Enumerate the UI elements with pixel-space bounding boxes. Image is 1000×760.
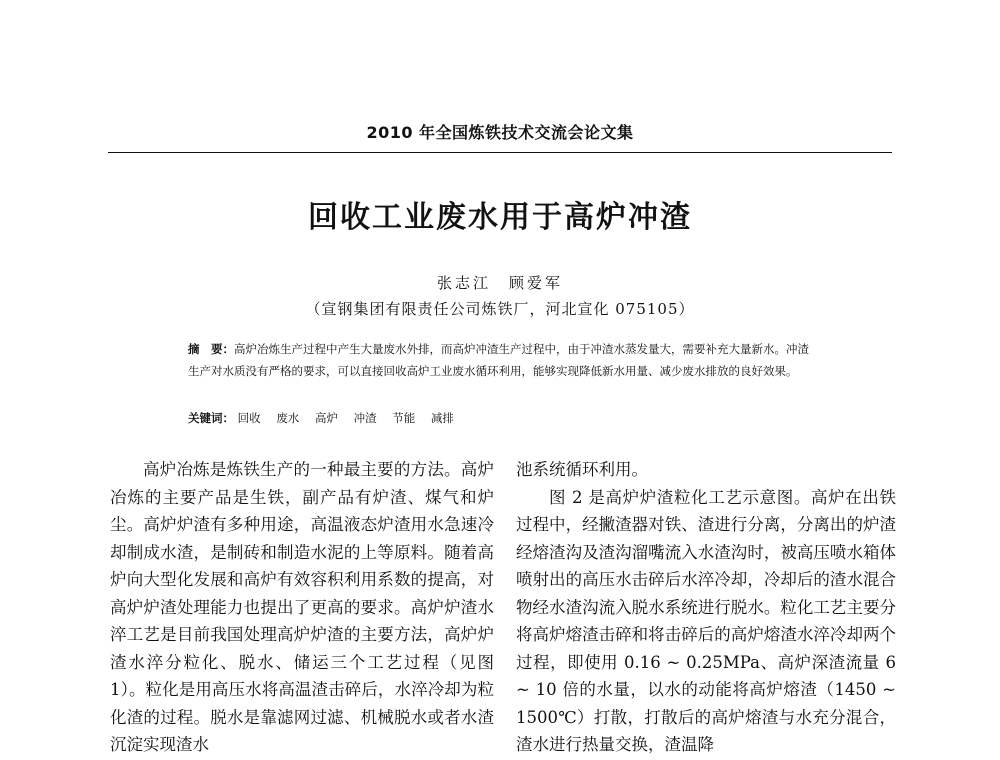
keyword: 冲渣: [353, 411, 377, 425]
keyword: 废水: [276, 411, 300, 425]
abstract-text: 高炉冶炼生产过程中产生大量废水外排，而高炉冲渣生产过程中，由于冲渣水蒸发量大，需要补充大量新水。冲渣生产对水质没有严格的要求，可以直接回收高炉工业废水循环利用，能够实现降低新水用量、减少废水排放的良好效果。: [188, 342, 809, 378]
keyword: 减排: [430, 411, 454, 425]
header-rule: [108, 152, 892, 153]
abstract: [188, 338, 820, 382]
body-paragraph: 高炉冶炼是炼铁生产的一种最主要的方法。高炉冶炼的主要产品是生铁，副产品有炉渣、煤气和炉尘。高炉炉渣有多种用途，高温液态炉渣用水急速冷却制成水渣，是制砖和制造水泥的上等原料。随着高炉向大型化发展和高炉有效容积利用系数的提高，对高炉炉渣处理能力也提出了更高的要求。高炉炉渣水淬工艺是目前我国处理高炉炉渣的主要方法，高炉炉渣水淬分粒化、脱水、储运三个工艺过程（见图 1）。粒化是用高压水将高温渣击碎后，水淬冷却为粒化渣的过程。脱水是靠滤网过滤、机械脱水或者水渣沉淀实现渣水: [110, 460, 494, 754]
body-column-left: [110, 456, 494, 759]
keywords-label: 关键词：: [188, 411, 234, 425]
body-column-right: [516, 456, 896, 759]
paper-authors: 张志江 顾爱军: [436, 274, 563, 292]
paper-affiliation: （宣钢集团有限责任公司炼铁厂，河北宣化 075105）: [305, 300, 695, 318]
keywords: [188, 408, 820, 428]
body-paragraph: 池系统循环利用。: [516, 460, 648, 479]
keyword: 回收: [237, 411, 261, 425]
paper-title: 回收工业废水用于高炉冲渣: [308, 200, 692, 235]
body-paragraph: 图 2 是高炉炉渣粒化工艺示意图。高炉在出铁过程中，经撇渣器对铁、渣进行分离，分离出的炉渣经熔渣沟及渣沟溜嘴流入水渣沟时，被高压喷水箱体喷射出的高压水击碎后水淬冷却，冷却后的渣水混合物经水渣沟流入脱水系统进行脱水。粒化工艺主要分将高炉熔渣击碎和将击碎后的高炉熔渣水淬冷却两个过程，即使用 0.16 ~ 0.25MPa、高炉深渣流量 6 ~ 10 倍的水量，以水的动能将高炉熔渣（1450 ~ 1500℃）打散，打散后的高炉熔渣与水充分混合，渣水进行热量交换，渣温降: [516, 487, 896, 754]
abstract-label: 摘 要：: [188, 342, 234, 356]
keyword: 高炉: [314, 411, 338, 425]
proceedings-header: 2010 年全国炼铁技术交流会论文集: [366, 123, 634, 142]
keyword: 节能: [392, 411, 416, 425]
